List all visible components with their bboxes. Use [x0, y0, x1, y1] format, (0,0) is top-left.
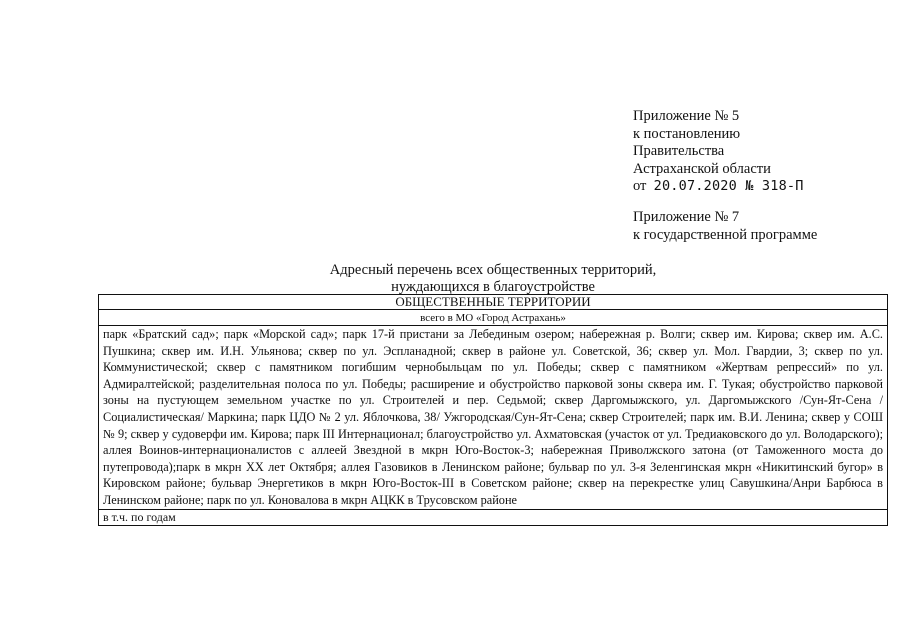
annex2-block — [633, 209, 817, 244]
table-subheader-row — [99, 310, 888, 326]
title-line-1: Адресный перечень всех общественных территорий, — [329, 262, 657, 278]
document-title — [98, 262, 888, 296]
annex-block — [633, 108, 804, 196]
territories-table — [98, 294, 888, 526]
annex-date-prefix: от — [633, 178, 647, 194]
years-label: в т.ч. по годам — [99, 509, 888, 525]
annex-resolution-ref: к постановлению — [633, 125, 741, 142]
territories-list: парк «Братский сад»; парк «Морской сад»; парк 17-й пристани за Лебединым озером; набережная р. Волги; сквер им. Кирова; сквер им. А.С. Пушкина; сквер им. И.Н. Ульянова; сквер по ул. Эспланадной; сквер в районе ул. Советской, 36; сквер ул. Мол. Гвардии, 3; сквер по ул. Коммунистической; сквер с памятником погибшим чернобыльцам по ул. Победы; сквер с памятником «Жертвам репрессий» по ул. Адмиралтейской; разделительная полоса по ул. Победы; расширение и обустройство парковой зоны сквера им. Г. Тукая; обустройство парковой зоны на пустующем земельном участке по ул. Строителей и пер. Седьмой; сквер Даргомыжского, ул. Даргомыжского /Сун-Ят-Сена /Социалистическая/ Маркина; парк ЦДО № 2 ул. Яблочкова, 38/ Ужгородская/Сун-Ят-Сена; сквер Строителей; парк им. В.И. Ленина; сквер у СОШ № 9; сквер у судоверфи им. Кирова; парк III Интернационал; благоустройство ул. Ахматовская (участок от ул. Тредиаковского до ул. Володарского); аллея Воинов-интернационалистов с аллеей Звездной в мкрн Юго-Восток-3; набережная Приволжского затона (от Таможенного моста до путепровода);парк в мкрн XX лет Октября; аллея Газовиков в Ленинском районе; бульвар по ул. 3-я Зеленгинская мкрн «Никитинский бугор» в Кировском районе; бульвар Энергетиков в мкрн Юго-Восток-III в Советском районе; сквер на перекрестке улиц Савушкина/Анри Барбюса в Ленинском районе; парк по ул. Коновалова в мкрн АЦКК в Трусовском районе — [99, 326, 888, 510]
annex2-program-ref: к государственной программе — [633, 226, 818, 243]
annex-government: Правительства — [633, 143, 725, 159]
table-header: ОБЩЕСТВЕННЫЕ ТЕРРИТОРИИ — [99, 295, 888, 310]
annex-date-number: 20.07.2020 № 318-П — [653, 178, 804, 194]
annex-region: Астраханской области — [633, 160, 771, 177]
table-row — [99, 326, 888, 510]
table-subheader: всего в МО «Город Астрахань» — [99, 310, 888, 326]
table-row-years — [99, 509, 888, 525]
table-header-row — [99, 295, 888, 310]
annex2-number: Приложение № 7 — [633, 209, 740, 225]
annex-date-line — [633, 178, 804, 196]
annex-number: Приложение № 5 — [633, 108, 740, 124]
title-line-2: нуждающихся в благоустройстве — [391, 279, 595, 295]
